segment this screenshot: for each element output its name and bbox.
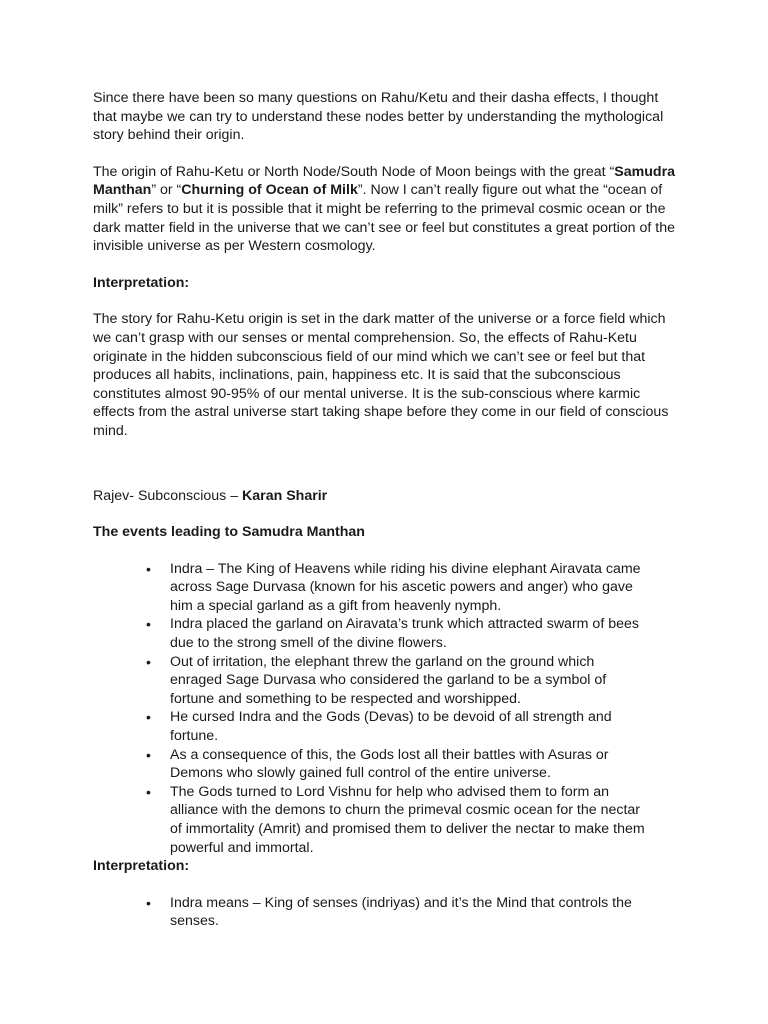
interpretation-paragraph: The story for Rahu-Ketu origin is set in the dark matter of the universe or a force field which we can’t grasp with our senses or mental comprehension. So, the effects of Rahu-Ketu originate in the hidden subconscious field of our mind which we can’t see or feel but that produces all habits, inclinations, pain, happiness etc. It is said that the subconscious constitutes almost 90-95% of our mental universe. It is the sub-conscious where karmic effects from the astral universe start taking shape before they come in our field of conscious mind. bbox=[93, 311, 669, 439]
events-list bbox=[93, 560, 683, 858]
origin-paragraph bbox=[93, 163, 683, 256]
origin-text-3: ”. Now I can’t really figure out what the “ocean of milk” refers to but it is possible that it might be referring to the primeval cosmic ocean or the dark matter field in the universe that we can’t see or feel but constitutes a great portion of the invisible universe as per Western cosmology. bbox=[93, 182, 676, 255]
rajev-line bbox=[93, 487, 683, 506]
spacer bbox=[93, 441, 683, 487]
interpretation-heading-2: Interpretation: bbox=[93, 858, 190, 875]
origin-text-2: ” or “ bbox=[151, 182, 182, 199]
events-heading: The events leading to Samudra Manthan bbox=[93, 524, 365, 541]
list-item: • The Gods turned to Lord Vishnu for help who advised them to form an alliance with the demons to churn the primeval cosmic ocean for the nectar of immortality (Amrit) and promised them to deliver the nectar to make them powerful and immortal. bbox=[93, 783, 648, 857]
document-body bbox=[93, 89, 683, 931]
list-item: • Indra placed the garland on Airavata’s trunk which attracted swarm of bees due to the strong smell of the divine flowers. bbox=[93, 615, 648, 652]
list-item: • Indra – The King of Heavens while riding his divine elephant Airavata came across Sage Durvasa (known for his ascetic powers and anger) who gave him a special garland as a gift from heavenly nymph. bbox=[93, 560, 648, 616]
list-item: • He cursed Indra and the Gods (Devas) to be devoid of all strength and fortune. bbox=[93, 708, 648, 745]
intro-paragraph: Since there have been so many questions on Rahu/Ketu and their dasha effects, I thought that maybe we can try to understand these nodes better by understanding the mythological story behind their origin. bbox=[93, 90, 664, 144]
churning-ocean-term: Churning of Ocean of Milk bbox=[181, 182, 358, 199]
list-item: • Out of irritation, the elephant threw the garland on the ground which enraged Sage Durvasa who considered the garland to be a symbol of fortune and something to be respected and worshipped. bbox=[93, 653, 648, 709]
list-item: • As a consequence of this, the Gods lost all their battles with Asuras or Demons who slowly gained full control of the entire universe. bbox=[93, 746, 648, 783]
samudra-manthan-term: Samudra Manthan bbox=[93, 163, 676, 199]
rajev-prefix: Rajev- Subconscious – bbox=[93, 487, 243, 504]
interpretation-heading: Interpretation: bbox=[93, 274, 190, 291]
karan-sharir-term: Karan Sharir bbox=[242, 487, 328, 504]
interpretation-list bbox=[93, 894, 683, 931]
list-item: • Indra means – King of senses (indriyas) and it’s the Mind that controls the senses. bbox=[93, 894, 648, 931]
origin-text-1: The origin of Rahu-Ketu or North Node/South Node of Moon beings with the great “ bbox=[93, 163, 615, 180]
